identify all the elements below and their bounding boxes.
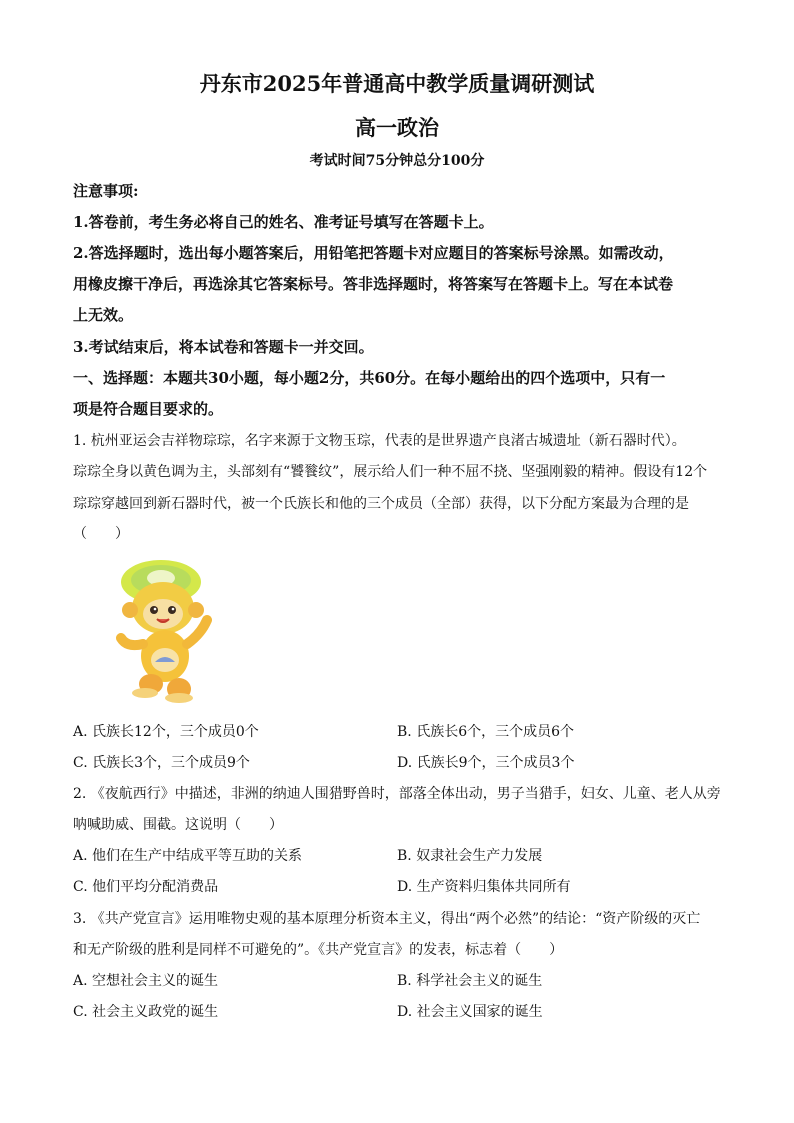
question-3-stem-line-1: 3. 《共产党宣言》运用唯物史观的基本原理分析资本主义，得出“两个必然”的结论：“资产阶级的灭亡	[73, 911, 701, 927]
question-1-stem-line-3: 琮琮穿越回到新石器时代，被一个氏族长和他的三个成员（全部）获得，以下分配方案最为合理的是	[73, 496, 689, 512]
question-3-option-c: C. 社会主义政党的诞生	[73, 1004, 219, 1020]
section-heading-line-1: 一、选择题：本题共30小题，每小题2分，共60分。在每小题给出的四个选项中，只有一	[73, 369, 666, 387]
question-3-option-a: A. 空想社会主义的诞生	[73, 973, 219, 989]
notice-item-2-line-1: 2.答选择题时，选出每小题答案后，用铅笔把答题卡对应题目的答案标号涂黑。如需改动，	[73, 244, 674, 262]
question-2-stem-line-1: 2. 《夜航西行》中描述，非洲的纳迪人围猎野兽时，部落全体出动，男子当猎手，妇女、儿童、老人从旁	[73, 786, 721, 802]
question-2-stem-line-2: 呐喊助威、围截。这说明（ ）	[73, 817, 283, 833]
question-1-option-d: D. 氏族长9个，三个成员3个	[397, 755, 575, 771]
notice-heading: 注意事项:	[73, 182, 139, 200]
section-heading-line-2: 项是符合题目要求的。	[73, 400, 224, 418]
question-1-stem-line-1: 1. 杭州亚运会吉祥物琮琮，名字来源于文物玉琮，代表的是世界遗产良渚古城遗址（新石器时代）。	[73, 433, 686, 449]
question-2-option-b: B. 奴隶社会生产力发展	[397, 848, 543, 864]
question-1-option-b: B. 氏族长6个，三个成员6个	[397, 724, 575, 740]
mascot-image	[73, 556, 269, 706]
question-2-option-d: D. 生产资料归集体共同所有	[397, 879, 571, 895]
question-1-option-c: C. 氏族长3个，三个成员9个	[73, 755, 250, 771]
notice-item-3: 3.考试结束后，将本试卷和答题卡一并交回。	[73, 338, 374, 356]
question-1-option-a: A. 氏族长12个，三个成员0个	[73, 724, 259, 740]
question-2-option-c: C. 他们平均分配消费品	[73, 879, 219, 895]
notice-item-2-line-2: 用橡皮擦干净后，再选涂其它答案标号。答非选择题时，将答案写在答题卡上。写在本试卷	[73, 275, 674, 293]
subject-title: 高一政治	[355, 115, 439, 140]
notice-item-2-line-3: 上无效。	[73, 306, 134, 324]
exam-title: 丹东市2025年普通高中教学质量调研测试	[199, 71, 595, 96]
question-3-stem-line-2: 和无产阶级的胜利是同样不可避免的”。《共产党宣言》的发表，标志着（ ）	[73, 942, 564, 958]
question-3-option-d: D. 社会主义国家的诞生	[397, 1004, 543, 1020]
question-1-stem-line-4: （ ）	[73, 526, 129, 542]
notice-item-1: 1.答卷前，考生务必将自己的姓名、准考证号填写在答题卡上。	[73, 213, 494, 231]
question-2-option-a: A. 他们在生产中结成平等互助的关系	[73, 848, 303, 864]
question-1-stem-line-2: 琮琮全身以黄色调为主，头部刻有“饕餮纹”，展示给人们一种不屈不挠、坚强刚毅的精神。假设有12个	[73, 464, 708, 480]
question-3-option-b: B. 科学社会主义的诞生	[397, 973, 543, 989]
exam-info: 考试时间75分钟总分100分	[309, 153, 485, 169]
